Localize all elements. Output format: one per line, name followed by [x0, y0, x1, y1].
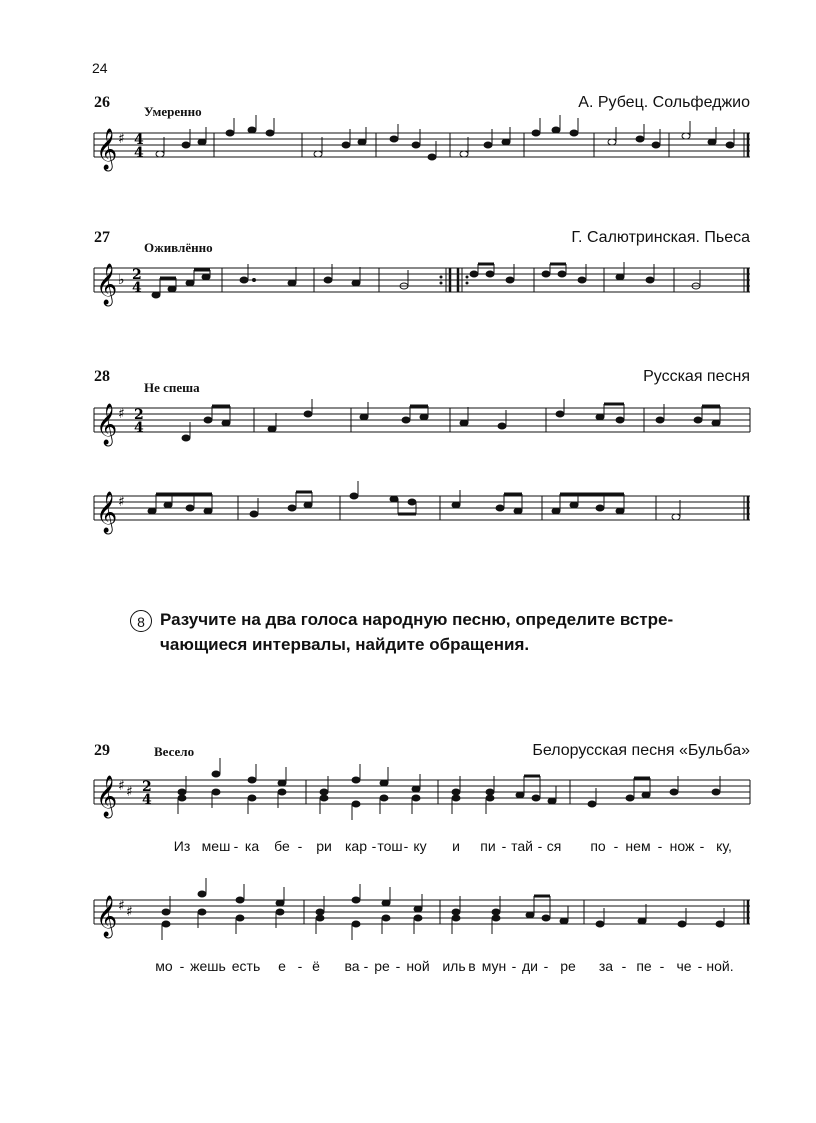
sharp-icon: ♯ [118, 131, 125, 147]
lyric-syllable: тош [377, 838, 403, 854]
sharp-icon: ♯ [126, 904, 133, 920]
lyric-syllable: - [613, 838, 619, 854]
lyric-syllable: - [297, 838, 303, 854]
music-staff [94, 774, 754, 817]
lyric-syllable: ди [522, 958, 538, 974]
lyric-syllable: в [468, 958, 476, 974]
svg-text:4: 4 [134, 420, 144, 436]
music-staff [94, 402, 754, 445]
staff-svg [94, 774, 754, 817]
staff-svg [94, 262, 754, 305]
task-text-line2: чающиеся интервалы, найдите обращения. [160, 635, 530, 654]
svg-text:4: 4 [134, 132, 144, 148]
lyric-syllable: ку [413, 838, 427, 854]
lyric-syllable: - [537, 838, 543, 854]
lyric-syllable: - [179, 958, 185, 974]
task-instruction [130, 607, 720, 657]
svg-text:4: 4 [134, 145, 144, 161]
flat-icon: ♭ [118, 272, 125, 288]
lyric-syllable: мо [155, 958, 173, 974]
lyrics-line [94, 838, 754, 858]
lyric-syllable: ри [316, 838, 332, 854]
lyric-syllable: пи [480, 838, 496, 854]
svg-text:4: 4 [142, 792, 152, 808]
lyric-syllable: - [363, 958, 369, 974]
lyric-syllable: ре [374, 958, 390, 974]
treble-clef-icon: 𝄞 [96, 896, 118, 937]
sharp-icon: ♯ [118, 898, 125, 914]
music-staff [94, 490, 754, 533]
tempo-marking: Оживлённо [144, 240, 213, 255]
sharp-icon: ♯ [118, 406, 125, 422]
lyric-syllable: кар [344, 838, 368, 854]
sharp-icon: ♯ [118, 494, 125, 510]
lyric-syllable: - [403, 838, 409, 854]
lyric-syllable: иль [442, 958, 466, 974]
treble-clef-icon: 𝄞 [96, 776, 118, 817]
svg-text:2: 2 [134, 407, 144, 423]
staff-svg [94, 490, 754, 533]
lyric-syllable: - [659, 958, 665, 974]
lyric-syllable: пе [636, 958, 652, 974]
sharp-icon: ♯ [118, 778, 125, 794]
lyric-syllable: есть [231, 958, 261, 974]
lyric-syllable: меш [201, 838, 231, 854]
lyric-syllable: е [278, 958, 286, 974]
lyric-syllable: - [371, 838, 377, 854]
lyric-syllable: бе [274, 838, 290, 854]
treble-clef-icon: 𝄞 [96, 129, 118, 170]
lyric-syllable: - [395, 958, 401, 974]
exercise-number-28: 28 [94, 368, 110, 385]
music-staff [94, 262, 754, 305]
task-text-line1: Разучите на два голоса народную песню, определите встре- [160, 610, 674, 629]
exercise-number-26: 26 [94, 94, 110, 111]
lyric-syllable: - [297, 958, 303, 974]
lyric-syllable: - [543, 958, 549, 974]
lyric-syllable: ва [344, 958, 360, 974]
composer-credit: А. Рубец. Сольфеджио [578, 94, 750, 111]
lyric-syllable: нем [625, 838, 651, 854]
staff-svg [94, 127, 754, 170]
lyric-syllable: - [699, 838, 705, 854]
svg-text:4: 4 [132, 280, 142, 296]
exercise-number-27: 27 [94, 229, 110, 246]
tempo-marking: Умеренно [144, 104, 202, 119]
page-number: 24 [92, 60, 108, 76]
lyrics-line [94, 958, 754, 978]
treble-clef-icon: 𝄞 [96, 492, 118, 533]
tempo-marking: Не спеша [144, 380, 200, 395]
lyric-syllable: мун [481, 958, 507, 974]
tempo-marking: Весело [154, 744, 195, 759]
music-staff [94, 894, 754, 937]
sharp-icon: ♯ [126, 784, 133, 800]
lyric-syllable: че [676, 958, 692, 974]
lyric-syllable: ку, [716, 838, 732, 854]
lyric-syllable: - [697, 958, 703, 974]
lyric-syllable: жешь [190, 958, 226, 974]
svg-text:2: 2 [142, 779, 152, 795]
lyric-syllable: - [657, 838, 663, 854]
lyric-syllable: - [233, 838, 239, 854]
staff-svg [94, 402, 754, 445]
lyric-syllable: Из [173, 838, 191, 854]
svg-text:2: 2 [132, 267, 142, 283]
lyric-syllable: - [621, 958, 627, 974]
lyric-syllable: - [511, 958, 517, 974]
lyric-syllable: за [598, 958, 614, 974]
staff-svg [94, 894, 754, 937]
lyric-syllable: ре [560, 958, 576, 974]
lyric-syllable: ной. [706, 958, 734, 974]
lyric-syllable: ка [244, 838, 260, 854]
lyric-syllable: и [452, 838, 460, 854]
treble-clef-icon: 𝄞 [96, 404, 118, 445]
lyric-syllable: нож [669, 838, 695, 854]
music-staff [94, 127, 754, 170]
lyric-syllable: ся [546, 838, 562, 854]
composer-credit: Г. Салютринская. Пьеса [571, 229, 750, 246]
lyric-syllable: ё [312, 958, 320, 974]
exercise-number-29: 29 [94, 742, 110, 759]
composer-credit: Русская песня [643, 368, 750, 385]
lyric-syllable: по [590, 838, 606, 854]
lyric-syllable: тай [511, 838, 533, 854]
task-number-circle: 8 [130, 610, 152, 632]
treble-clef-icon: 𝄞 [96, 264, 118, 305]
composer-credit: Белорусская песня «Бульба» [532, 742, 750, 759]
lyric-syllable: - [501, 838, 507, 854]
lyric-syllable: ной [406, 958, 430, 974]
